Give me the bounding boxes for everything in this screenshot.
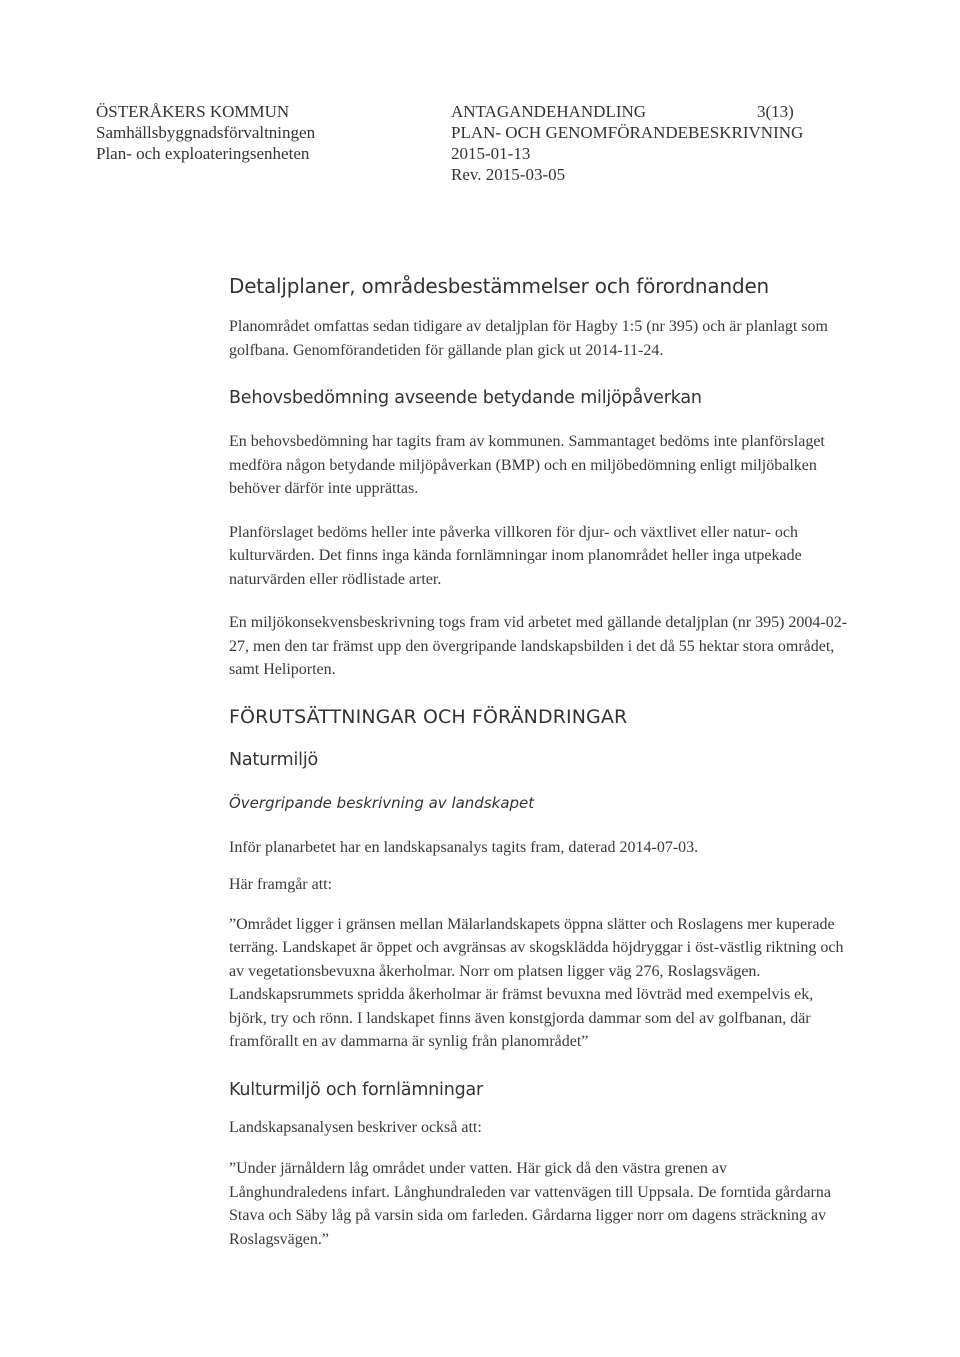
paragraph-kulturmiljo-1: Landskapsanalysen beskriver också att: (229, 1118, 482, 1136)
municipality-name: ÖSTERÅKERS KOMMUN (96, 102, 290, 121)
paragraph-behovsbedomning-3: En miljökonsekvensbeskrivning togs fram vid arbetet med gällande detaljplan (nr 395) 2004-02-27, men den tar främst upp den övergripande landskapsbilden i det då 55 hektar stora området, samt Heliporten. (229, 614, 848, 678)
heading-forutsattningar: FÖRUTSÄTTNINGAR OCH FÖRÄNDRINGAR (229, 705, 628, 728)
heading-kulturmiljo: Kulturmiljö och fornlämningar (229, 1079, 484, 1100)
document-body (229, 273, 849, 1251)
document-type: ANTAGANDEHANDLING (451, 102, 647, 121)
quote-naturmiljo: ”Området ligger i gränsen mellan Mälarlandskapets öppna slätter och Roslagens mer kuperade terräng. Landskapet är öppet och avgränsas av skogsklädda höjdryggar i öst-västlig riktning och av vegetationsbevuxna åkerholmar. Norr om platsen ligger väg 276, Roslagsvägen. Landskapsrummets spridda åkerholmar är främst bevuxna med lövträd med exempelvis ek, björk, try och rönn. I landskapet finns även konstgjorda dammar som del av golfbanan, där framförallt en av dammarna är synlig från planområdet” (229, 915, 844, 1050)
paragraph-behovsbedomning-2: Planförslaget bedöms heller inte påverka villkoren för djur- och växtlivet eller natur- och kulturvärden. Det finns inga kända fornlämningar inom planområdet heller inga utpekade naturvärden eller rödlistade arter. (229, 523, 802, 588)
header-organization (96, 101, 315, 164)
heading-detaljplaner: Detaljplaner, områdesbestämmelser och förordnanden (229, 274, 770, 298)
subheading-landskapet: Övergripande beskrivning av landskapet (229, 793, 535, 812)
document-revision: Rev. 2015-03-05 (451, 165, 566, 184)
quote-kulturmiljo: ”Under järnåldern låg området under vatten. Här gick då den västra grenen av Långhundraledens infart. Långhundraleden var vattenvägen till Uppsala. De forntida gårdarna Stava och Säby låg på varsin sida om farleden. Gårdarna ligger norr om dagens sträckning av Roslagsvägen.” (229, 1160, 831, 1248)
page-number: 3(13) (757, 102, 794, 121)
unit-name: Plan- och exploateringsenheten (96, 144, 310, 163)
paragraph-naturmiljo-2: Här framgår att: (229, 876, 333, 893)
paragraph-naturmiljo-1: Inför planarbetet har en landskapsanalys tagits fram, daterad 2014-07-03. (229, 838, 699, 856)
heading-behovsbedomning: Behovsbedömning avseende betydande miljöpåverkan (229, 388, 702, 408)
paragraph-detaljplaner: Planområdet omfattas sedan tidigare av detaljplan för Hagby 1:5 (nr 395) och är planlagt som golfbana. Genomförandetiden för gällande plan gick ut 2014-11-24. (229, 318, 828, 359)
heading-naturmiljo: Naturmiljö (229, 749, 318, 770)
document-date: 2015-01-13 (451, 144, 531, 163)
department-name: Samhällsbyggnadsförvaltningen (96, 123, 316, 142)
header-document-info (451, 101, 831, 185)
paragraph-behovsbedomning-1: En behovsbedömning har tagits fram av kommunen. Sammantaget bedöms inte planförslaget medföra någon betydande miljöpåverkan (BMP) och en miljöbedömning enligt miljöbalken behöver därför inte upprättas. (229, 433, 825, 497)
document-title: PLAN- OCH GENOMFÖRANDEBESKRIVNING (451, 123, 804, 142)
